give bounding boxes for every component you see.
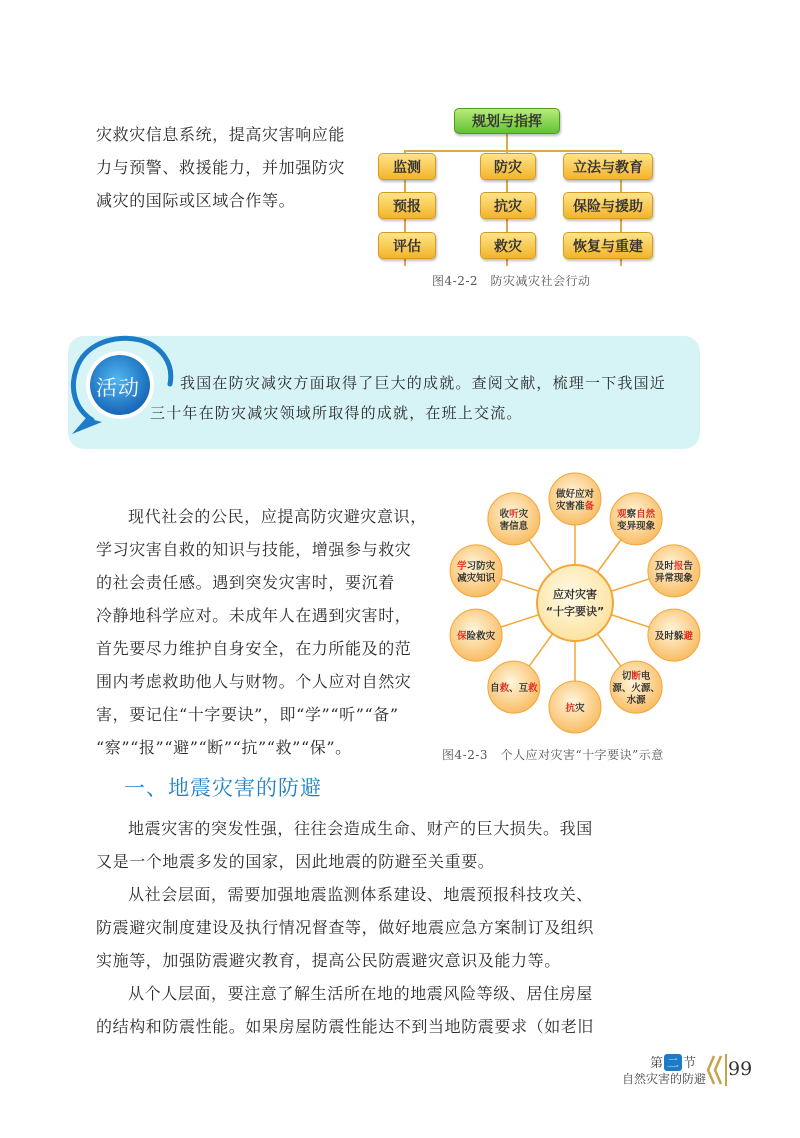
- text-line: 防震避灾制度建设及执行情况督查等，做好地震应急方案制订及组织: [96, 918, 595, 937]
- node-label: 减灾知识: [457, 572, 496, 584]
- page-footer: [600, 1048, 800, 1098]
- text-line: 地震灾害的突发性强，往往会造成生命、财产的巨大损失。我国: [128, 819, 593, 838]
- flow-box: 防灾: [480, 153, 536, 180]
- text-line: 首先要尽力维护自身安全，在力所能及的范: [96, 639, 412, 658]
- text-line: 实施等，加强防震避灾教育，提高公民防震避灾意识及能力等。: [96, 951, 561, 970]
- text-line: 灾救灾信息系统，提高灾害响应能: [96, 125, 346, 144]
- text-line: 的社会责任感。遇到突发灾害时，要沉着: [96, 573, 395, 592]
- activity-label: 活动: [96, 376, 140, 400]
- center-label: “十字要诀”: [545, 605, 605, 618]
- node-label: 水源: [626, 695, 646, 707]
- chevron-left-icon: [706, 1052, 728, 1088]
- flow-box: 抗灾: [480, 192, 536, 219]
- flow-box: 预报: [378, 192, 436, 219]
- flow-box: 保险与援助: [563, 192, 653, 219]
- center-label: 应对灾害: [553, 588, 597, 601]
- node-label: 及时躲避: [654, 631, 693, 643]
- text-line: 减灾的国际或区域合作等。: [96, 191, 296, 210]
- text-line: 我国在防灾减灾方面取得了巨大的成就。查阅文献，梳理一下我国近: [180, 374, 667, 392]
- section-marker: [650, 1052, 696, 1071]
- figure-caption: 图4-2-3 个人应对灾害“十字要诀”示意: [442, 748, 664, 762]
- node-label: 学习防灾: [457, 560, 496, 572]
- text-line: 学习灾害自救的知识与技能，增强参与救灾: [96, 540, 412, 559]
- text-line: 力与预警、救援能力，并加强防灾: [96, 158, 346, 177]
- section-suffix: 节: [683, 1056, 697, 1071]
- page-number: 99: [728, 1058, 753, 1080]
- connector-line: [404, 150, 620, 152]
- top-paragraph: [96, 118, 376, 217]
- node-label: 异常现象: [654, 572, 693, 584]
- flow-box: 恢复与重建: [563, 232, 653, 259]
- figure-caption: 图4-2-2 防灾减灾社会行动: [432, 274, 591, 288]
- text-line: 从社会层面，需要加强地震监测体系建设、地震预报科技攻关、: [128, 885, 593, 904]
- middle-paragraph: [96, 500, 441, 764]
- node-label: 观察自然: [617, 508, 656, 520]
- node-label: 切断电: [621, 671, 651, 683]
- flow-box-planning: 规划与指挥: [454, 108, 560, 134]
- section-heading: 一、地震灾害的防避: [124, 776, 322, 800]
- section-body: [96, 812, 696, 1043]
- activity-text: [150, 368, 690, 428]
- node-label: 保险救灾: [457, 631, 496, 643]
- flow-box: 评估: [378, 232, 436, 259]
- section-number-badge: 二: [664, 1054, 682, 1071]
- text-line: 冷静地科学应对。未成年人在遇到灾害时，: [96, 606, 412, 625]
- node-label: 及时报告: [654, 560, 693, 572]
- text-line: “察”“报”“避”“断”“抗”“救”“保”。: [96, 738, 352, 757]
- flow-box: 立法与教育: [563, 153, 653, 180]
- diagram-center: [537, 565, 613, 641]
- section-prefix: 第: [650, 1056, 664, 1071]
- text-line: 又是一个地震多发的国家，因此地震的防避至关重要。: [96, 852, 495, 871]
- text-line: 害，要记住“十字要诀”，即“学”“听”“备”: [96, 705, 399, 724]
- node-label: 灾害准备: [555, 501, 595, 512]
- node-label: 收听灾: [499, 508, 529, 520]
- text-line: 三十年在防灾减灾领域所取得的成就，在班上交流。: [150, 404, 523, 422]
- node-label: 自救、互救: [490, 683, 538, 695]
- text-line: 的结构和防震性能。如果房屋防震性能达不到当地防震要求（如老旧: [96, 1017, 595, 1036]
- node-label: 源、火源、: [612, 683, 660, 695]
- node-label: 做好应对: [555, 489, 595, 500]
- radial-diagram: [440, 470, 710, 740]
- text-line: 围内考虑救助他人与财物。个人应对自然灾: [96, 672, 412, 691]
- flowchart-figure: [370, 100, 670, 300]
- flow-box: 监测: [378, 153, 436, 180]
- flow-box: 救灾: [480, 232, 536, 259]
- ten-word-diagram: [440, 470, 710, 740]
- text-line: 从个人层面，要注意了解生活所在地的地震风险等级、居住房屋: [128, 984, 593, 1003]
- node-label: 变异现象: [617, 520, 656, 532]
- node-label: 抗灾: [565, 703, 585, 714]
- chapter-title: 自然灾害的防避: [622, 1072, 707, 1086]
- node-label: 害信息: [499, 520, 529, 532]
- text-line: 现代社会的公民，应提高防灾避灾意识，: [128, 507, 427, 526]
